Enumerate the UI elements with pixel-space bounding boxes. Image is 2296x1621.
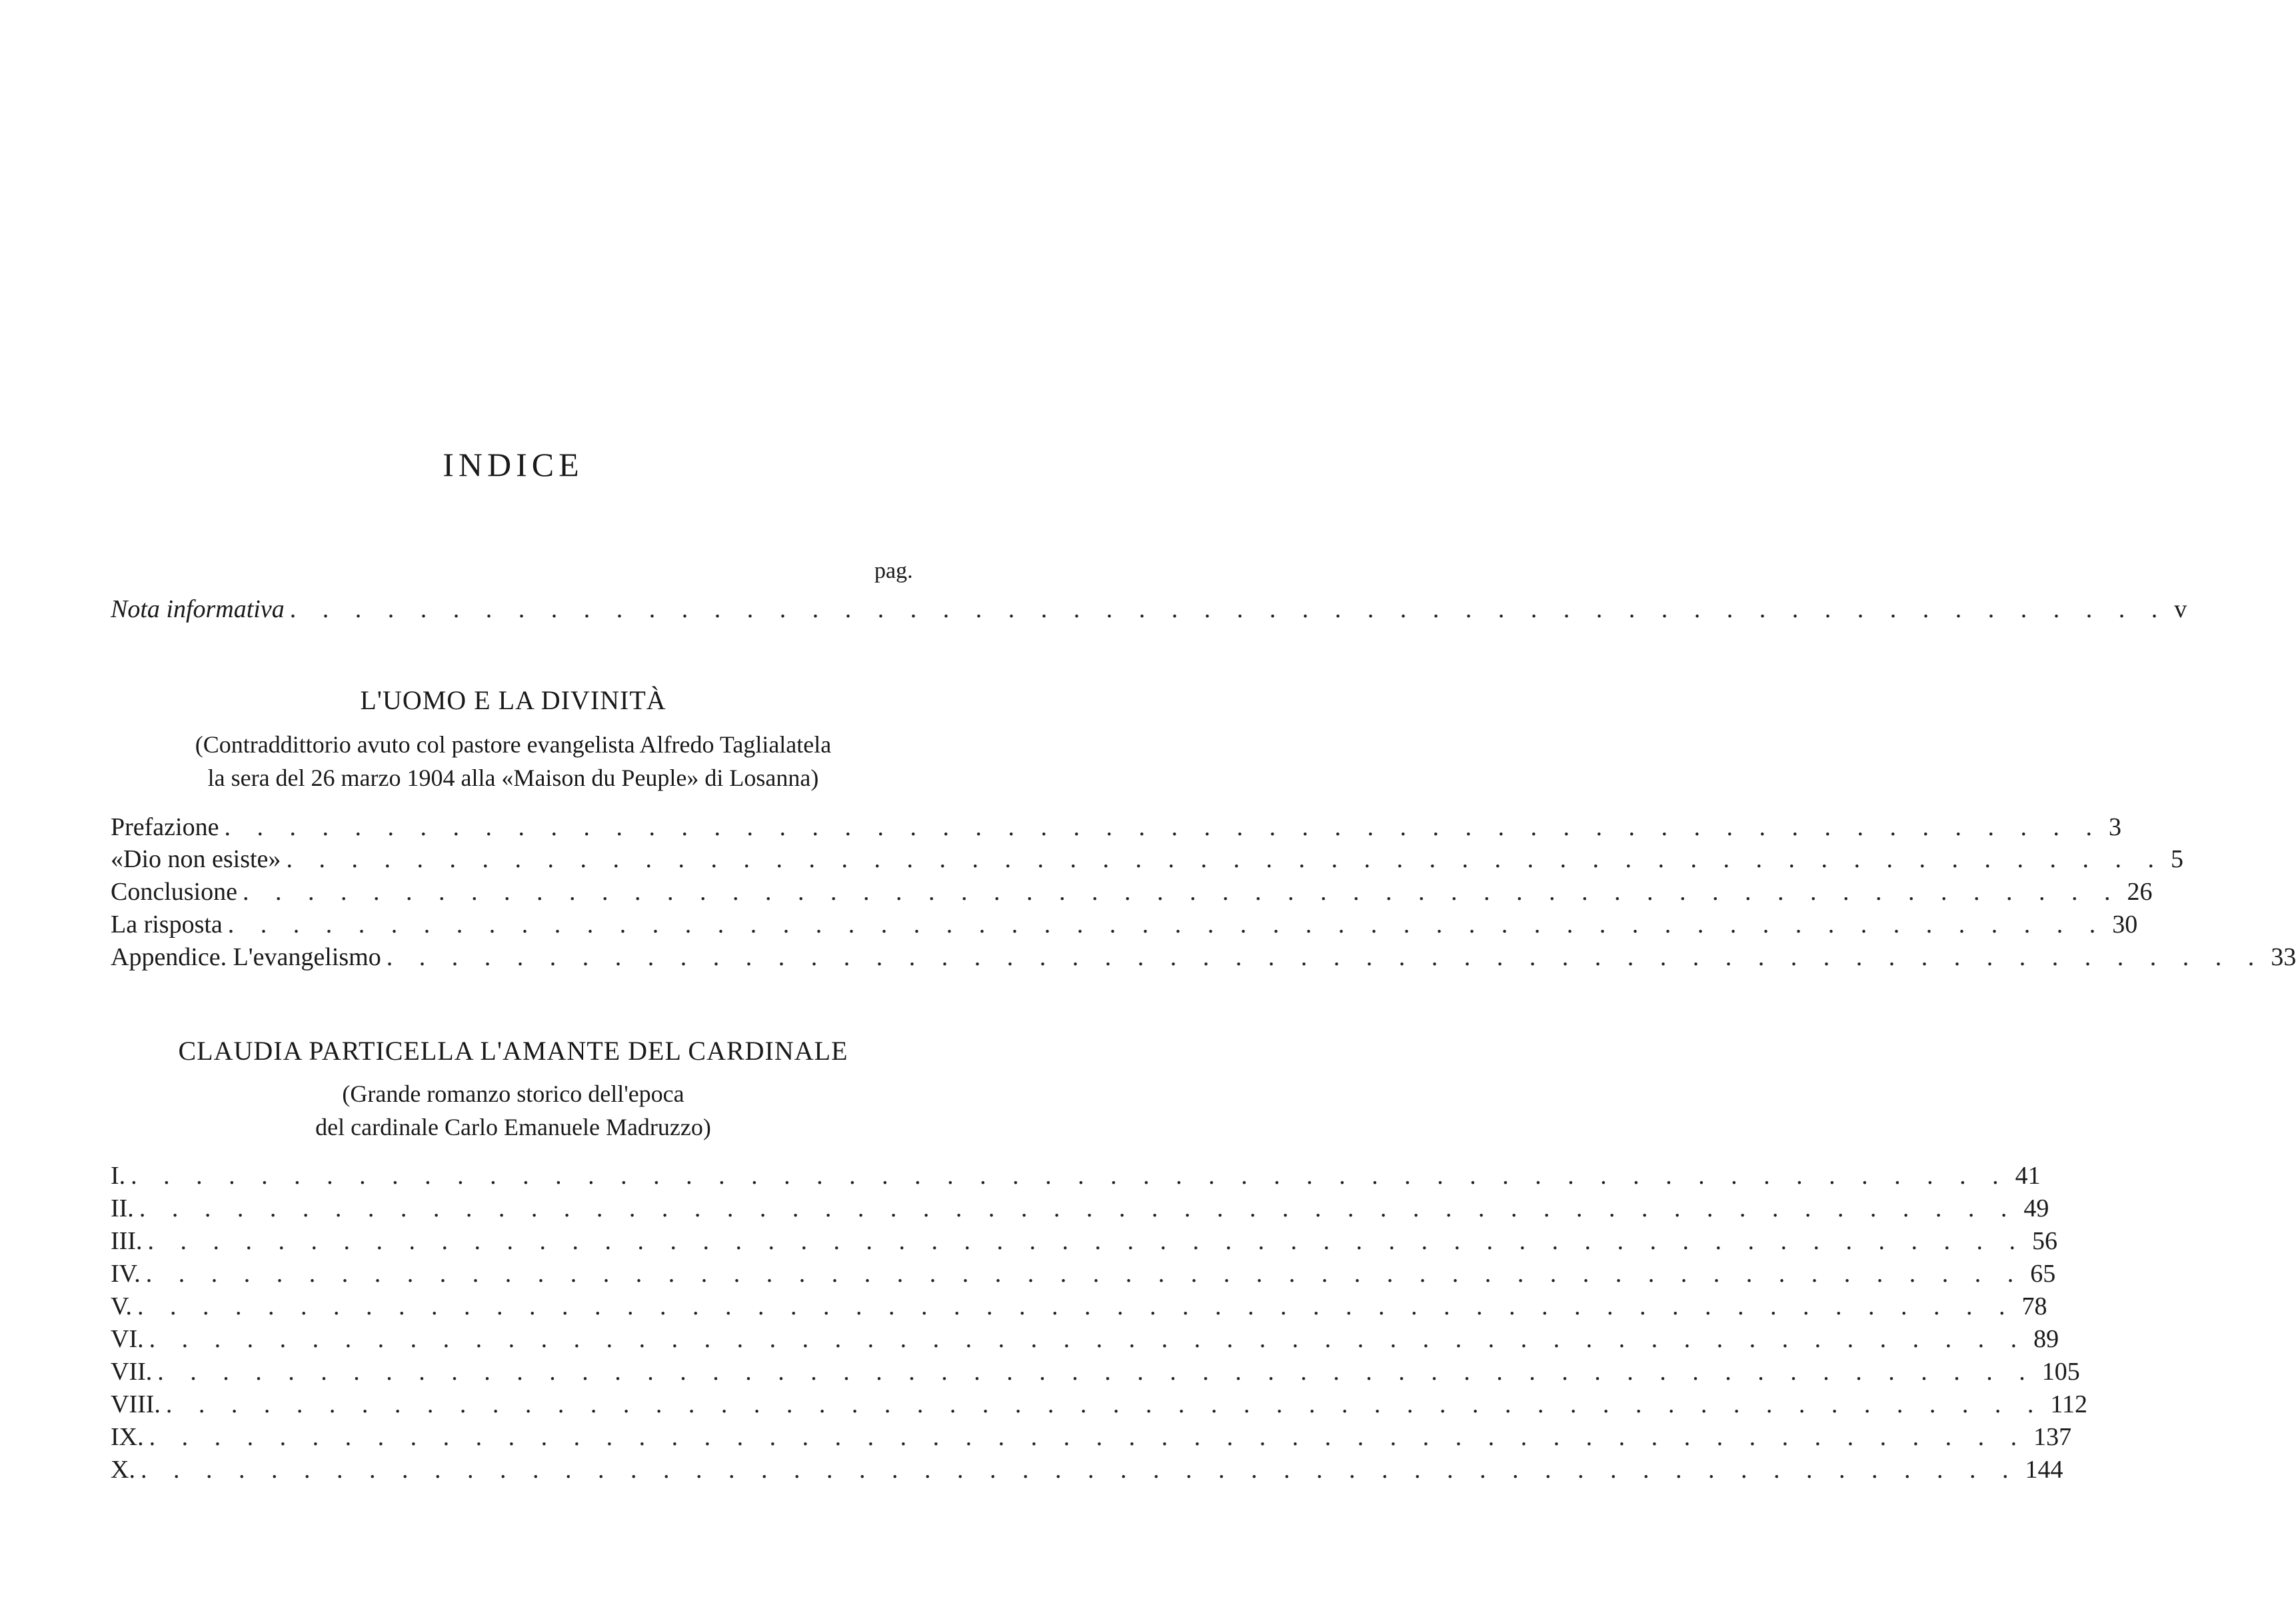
toc-entry-page: 112 bbox=[2050, 1390, 2087, 1418]
toc-entry-label: La risposta bbox=[111, 910, 223, 938]
dot-leader: . . . . . . . . . . . . . . . . . . . . . . . . . . . . . . . . . . . . . . . . . . . . . . . . . . . . . . . . . . bbox=[139, 1194, 2017, 1222]
dot-leader: . . . . . . . . . . . . . . . . . . . . . . . . . . . . . . . . . . . . . . . . . . . . . . . . . . . . . . . . . . bbox=[165, 1390, 2044, 1418]
section-heading-uomo-divinita: L'UOMO E LA DIVINITÀ bbox=[360, 685, 666, 715]
toc-entry-page: 3 bbox=[2108, 813, 2121, 841]
dot-leader: . . . . . . . . . . . . . . . . . . . . . . . . . . . . . . . . . . . . . . . . . . . . . . . . . . . . . . . . . . bbox=[289, 595, 2168, 623]
toc-entry-label: I. bbox=[111, 1162, 126, 1190]
toc-entry-label: Conclusione bbox=[111, 878, 237, 906]
dot-leader: . . . . . . . . . . . . . . . . . . . . . . . . . . . . . . . . . . . . . . . . . . . . . . . . . . . . . . . . . . bbox=[149, 1325, 2027, 1353]
dot-leader: . . . . . . . . . . . . . . . . . . . . . . . . . . . . . . . . . . . . . . . . . . . . . . . . . . . . . . . . . . bbox=[131, 1162, 2009, 1190]
toc-entry bbox=[111, 1323, 2059, 1355]
section-subtitle-line: (Grande romanzo storico dell'epoca bbox=[342, 1080, 684, 1107]
toc-entry-label: Appendice. L'evangelismo bbox=[111, 943, 381, 971]
pag-column-label: pag. bbox=[874, 559, 913, 583]
toc-entry-label: III. bbox=[111, 1227, 143, 1255]
section-subtitle-line: la sera del 26 marzo 1904 alla «Maison du Peuple» di Losanna) bbox=[207, 765, 819, 791]
toc-entry-label: II. bbox=[111, 1194, 134, 1222]
toc-entry-label: IV. bbox=[111, 1260, 141, 1288]
toc-entry-label: V. bbox=[111, 1292, 133, 1320]
toc-entry bbox=[111, 1388, 2087, 1420]
toc-entry-page: 30 bbox=[2112, 910, 2138, 938]
toc-entry-label: VII. bbox=[111, 1358, 153, 1386]
toc-entry bbox=[111, 811, 2121, 843]
toc-entry-page: 26 bbox=[2127, 878, 2153, 906]
toc-entry-label: X. bbox=[111, 1456, 135, 1484]
toc-entry bbox=[111, 1356, 2080, 1388]
toc-entry-page: 5 bbox=[2170, 845, 2183, 873]
toc-entry bbox=[111, 908, 2138, 940]
toc-entry bbox=[111, 941, 2296, 973]
dot-leader: . . . . . . . . . . . . . . . . . . . . . . . . . . . . . . . . . . . . . . . . . . . . . . . . . . . . . . . . . . bbox=[140, 1456, 2019, 1484]
dot-leader: . . . . . . . . . . . . . . . . . . . . . . . . . . . . . . . . . . . . . . . . . . . . . . . . . . . . . . . . . . bbox=[227, 910, 2106, 938]
toc-entry-page: 89 bbox=[2033, 1325, 2059, 1353]
dot-leader: . . . . . . . . . . . . . . . . . . . . . . . . . . . . . . . . . . . . . . . . . . . . . . . . . . . . . . . . . . bbox=[286, 845, 2164, 873]
toc-entry-page: 56 bbox=[2031, 1227, 2057, 1255]
toc-entry bbox=[111, 1290, 2047, 1322]
toc-entry bbox=[111, 1192, 2049, 1224]
toc-entry-page: 33 bbox=[2271, 943, 2296, 971]
toc-entry bbox=[111, 876, 2153, 908]
toc-entry-label: Nota informativa bbox=[111, 595, 285, 623]
toc-entry bbox=[111, 1258, 2056, 1290]
toc-entry-page: 137 bbox=[2033, 1423, 2072, 1451]
dot-leader: . . . . . . . . . . . . . . . . . . . . . . . . . . . . . . . . . . . . . . . . . . . . . . . . . . . . . . . . . . bbox=[242, 878, 2121, 906]
toc-entry-label: Prefazione bbox=[111, 813, 219, 841]
toc-entry-page: 144 bbox=[2025, 1456, 2063, 1484]
dot-leader: . . . . . . . . . . . . . . . . . . . . . . . . . . . . . . . . . . . . . . . . . . . . . . . . . . . . . . . . . . bbox=[147, 1227, 2025, 1255]
dot-leader: . . . . . . . . . . . . . . . . . . . . . . . . . . . . . . . . . . . . . . . . . . . . . . . . . . . . . . . . . . bbox=[137, 1292, 2015, 1320]
dot-leader: . . . . . . . . . . . . . . . . . . . . . . . . . . . . . . . . . . . . . . . . . . . . . . . . . . . . . . . . . . bbox=[149, 1423, 2027, 1451]
toc-entry-label: VI. bbox=[111, 1325, 144, 1353]
toc-entry bbox=[111, 1421, 2072, 1453]
dot-leader: . . . . . . . . . . . . . . . . . . . . . . . . . . . . . . . . . . . . . . . . . . . . . . . . . . . . . . . . . . bbox=[157, 1358, 2035, 1386]
toc-entry-label: VIII. bbox=[111, 1390, 161, 1418]
toc-entry bbox=[111, 1160, 2041, 1192]
toc-entry-page: 105 bbox=[2041, 1358, 2080, 1386]
section-heading-claudia-particella: CLAUDIA PARTICELLA L'AMANTE DEL CARDINALE bbox=[178, 1036, 848, 1066]
toc-entry bbox=[111, 1225, 2057, 1257]
section-subtitle-line: (Contraddittorio avuto col pastore evangelista Alfredo Taglialatela bbox=[195, 731, 832, 758]
toc-entry-page: v bbox=[2174, 595, 2187, 623]
dot-leader: . . . . . . . . . . . . . . . . . . . . . . . . . . . . . . . . . . . . . . . . . . . . . . . . . . . . . . . . . . bbox=[145, 1260, 2024, 1288]
toc-entry-page: 49 bbox=[2023, 1194, 2049, 1222]
toc-entry-nota-informativa bbox=[111, 593, 2187, 625]
section-subtitle-line: del cardinale Carlo Emanuele Madruzzo) bbox=[315, 1114, 711, 1140]
toc-entry bbox=[111, 1454, 2063, 1486]
dot-leader: . . . . . . . . . . . . . . . . . . . . . . . . . . . . . . . . . . . . . . . . . . . . . . . . . . . . . . . . . . bbox=[386, 943, 2265, 971]
toc-entry-page: 78 bbox=[2021, 1292, 2047, 1320]
toc-entry-label: IX. bbox=[111, 1423, 144, 1451]
toc-entry bbox=[111, 843, 2183, 875]
toc-entry-label: «Dio non esiste» bbox=[111, 845, 281, 873]
page-title: INDICE bbox=[443, 446, 584, 483]
toc-entry-page: 65 bbox=[2030, 1260, 2056, 1288]
dot-leader: . . . . . . . . . . . . . . . . . . . . . . . . . . . . . . . . . . . . . . . . . . . . . . . . . . . . . . . . . . bbox=[224, 813, 2102, 841]
toc-entry-page: 41 bbox=[2015, 1162, 2041, 1190]
